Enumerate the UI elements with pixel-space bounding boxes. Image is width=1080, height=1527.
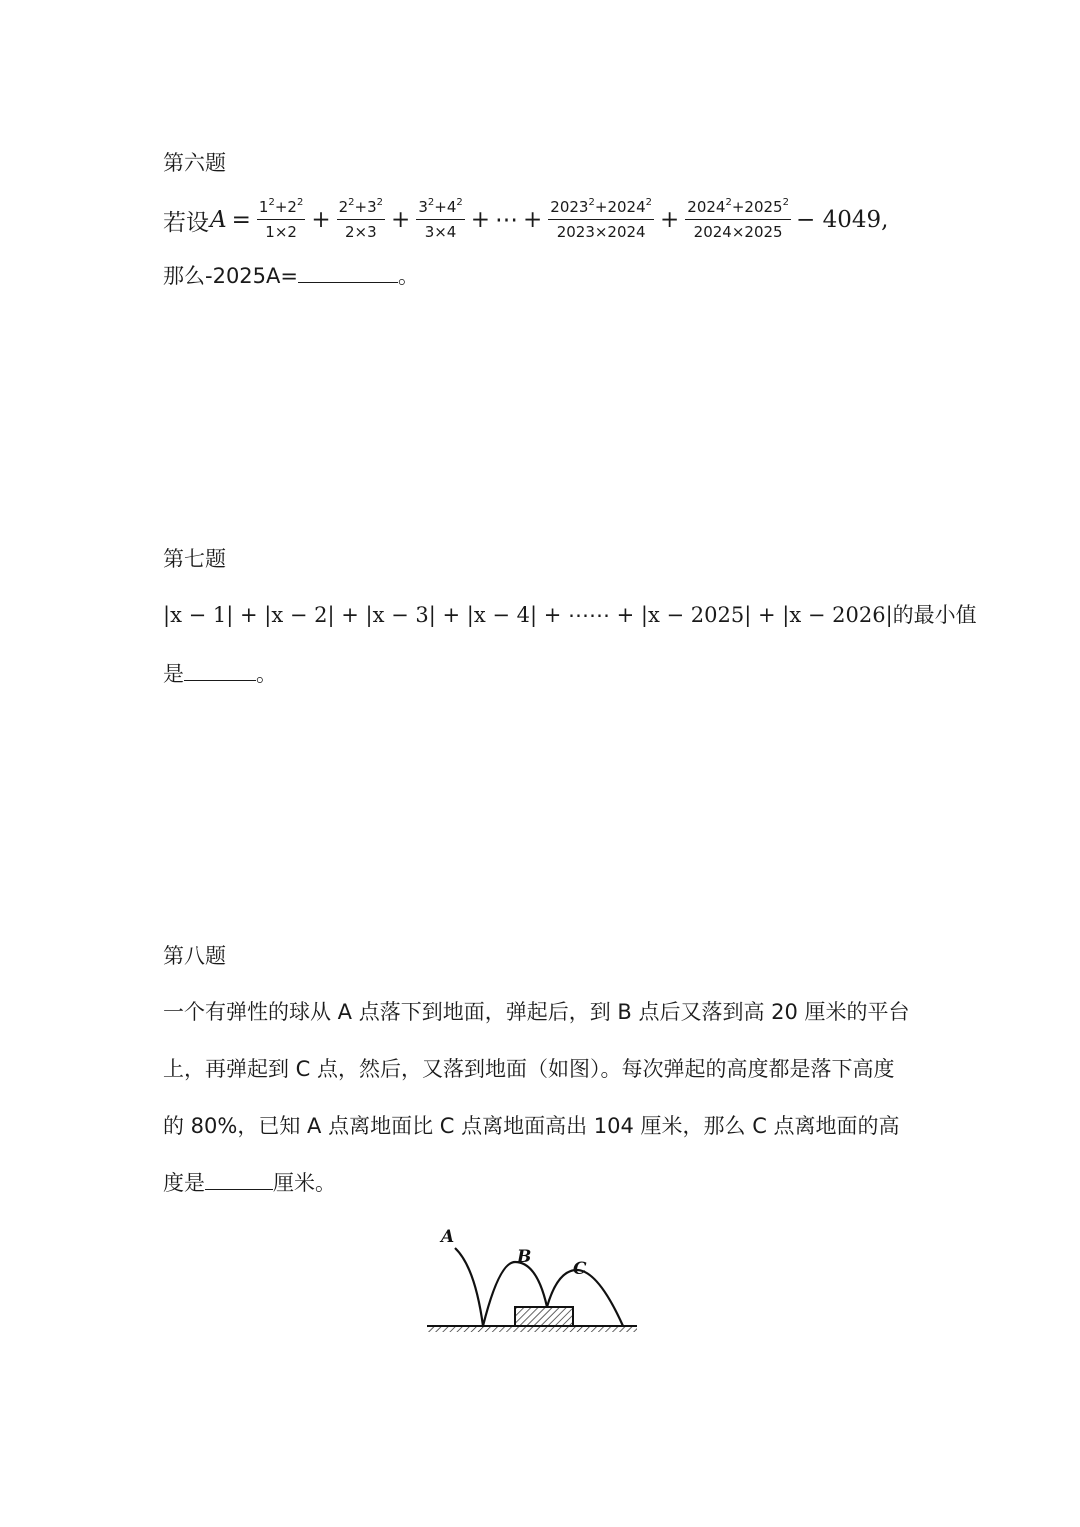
q6-plus: + (470, 207, 491, 233)
q6-line2-text: 那么-2025A= (163, 264, 298, 288)
q6-line2-end: 。 (397, 264, 419, 288)
q7-answer-blank[interactable] (184, 660, 256, 681)
q8-line4-text: 度是 (163, 1171, 205, 1195)
q6-formula (163, 190, 888, 250)
q6-fraction-1: $\frac{1^2+2^2}{1\times 2}$ (258, 197, 304, 241)
q6-answer-blank[interactable] (298, 262, 398, 283)
q7-line1 (163, 599, 977, 629)
q8-answer-blank[interactable] (205, 1169, 273, 1190)
q7-line2 (163, 658, 277, 688)
q7-line2-end: 。 (256, 662, 277, 686)
figure-label-a: A (441, 1227, 455, 1247)
q6-equals: = (231, 207, 251, 233)
q8-line4 (163, 1167, 336, 1197)
figure-label-b: B (517, 1247, 532, 1267)
q8-line1: 一个有弹性的球从 A 点落下到地面，弹起后，到 B 点后又落到高 20 厘米的平台 (163, 1000, 910, 1024)
q8-line3: 的 80%，已知 A 点离地面比 C 点离地面高出 104 厘米，那么 C 点离地面的高 (163, 1114, 900, 1138)
q6-plus: + (391, 207, 411, 233)
q6-fraction-5: $\frac{2024^2+2025^2}{2024\times 2025}$ (687, 197, 789, 241)
q6-prefix: 若设 (163, 209, 209, 236)
q8-line2: 上，再弹起到 C 点，然后，又落到地面（如图）。每次弹起的高度都是落下高度 (163, 1057, 895, 1081)
platform (515, 1307, 573, 1326)
q6-fraction-2: $\frac{2^2+3^2}{2\times 3}$ (338, 197, 384, 241)
q7-line2-text: 是 (163, 662, 184, 686)
q6-title: 第六题 (163, 151, 226, 175)
q7-title: 第七题 (163, 547, 226, 571)
q6-plus: + (523, 207, 543, 233)
q7-expression: |x − 1| + |x − 2| + |x − 3| + |x − 4| + ⋯⋯ + |x − 2025| + |x − 2026| (163, 603, 893, 627)
q6-fraction-4: $\frac{2023^2+2024^2}{2023\times 2024}$ (550, 197, 652, 241)
q6-plus: + (311, 207, 331, 233)
q8-title: 第八题 (163, 944, 226, 968)
q6-plus: + (660, 207, 680, 233)
q8-line4-end: 厘米。 (273, 1171, 336, 1195)
q7-line1-end: 的最小值 (892, 603, 977, 627)
q6-variable: A (210, 207, 227, 233)
figure-label-c: C (573, 1259, 587, 1279)
q6-ellipsis: ⋯ (495, 207, 519, 233)
bouncing-ball-figure (425, 1222, 645, 1342)
q6-question-line (163, 260, 419, 290)
q6-tail: − 4049, (795, 207, 889, 233)
q6-fraction-3: $\frac{3^2+4^2}{3\times 4}$ (418, 197, 463, 241)
